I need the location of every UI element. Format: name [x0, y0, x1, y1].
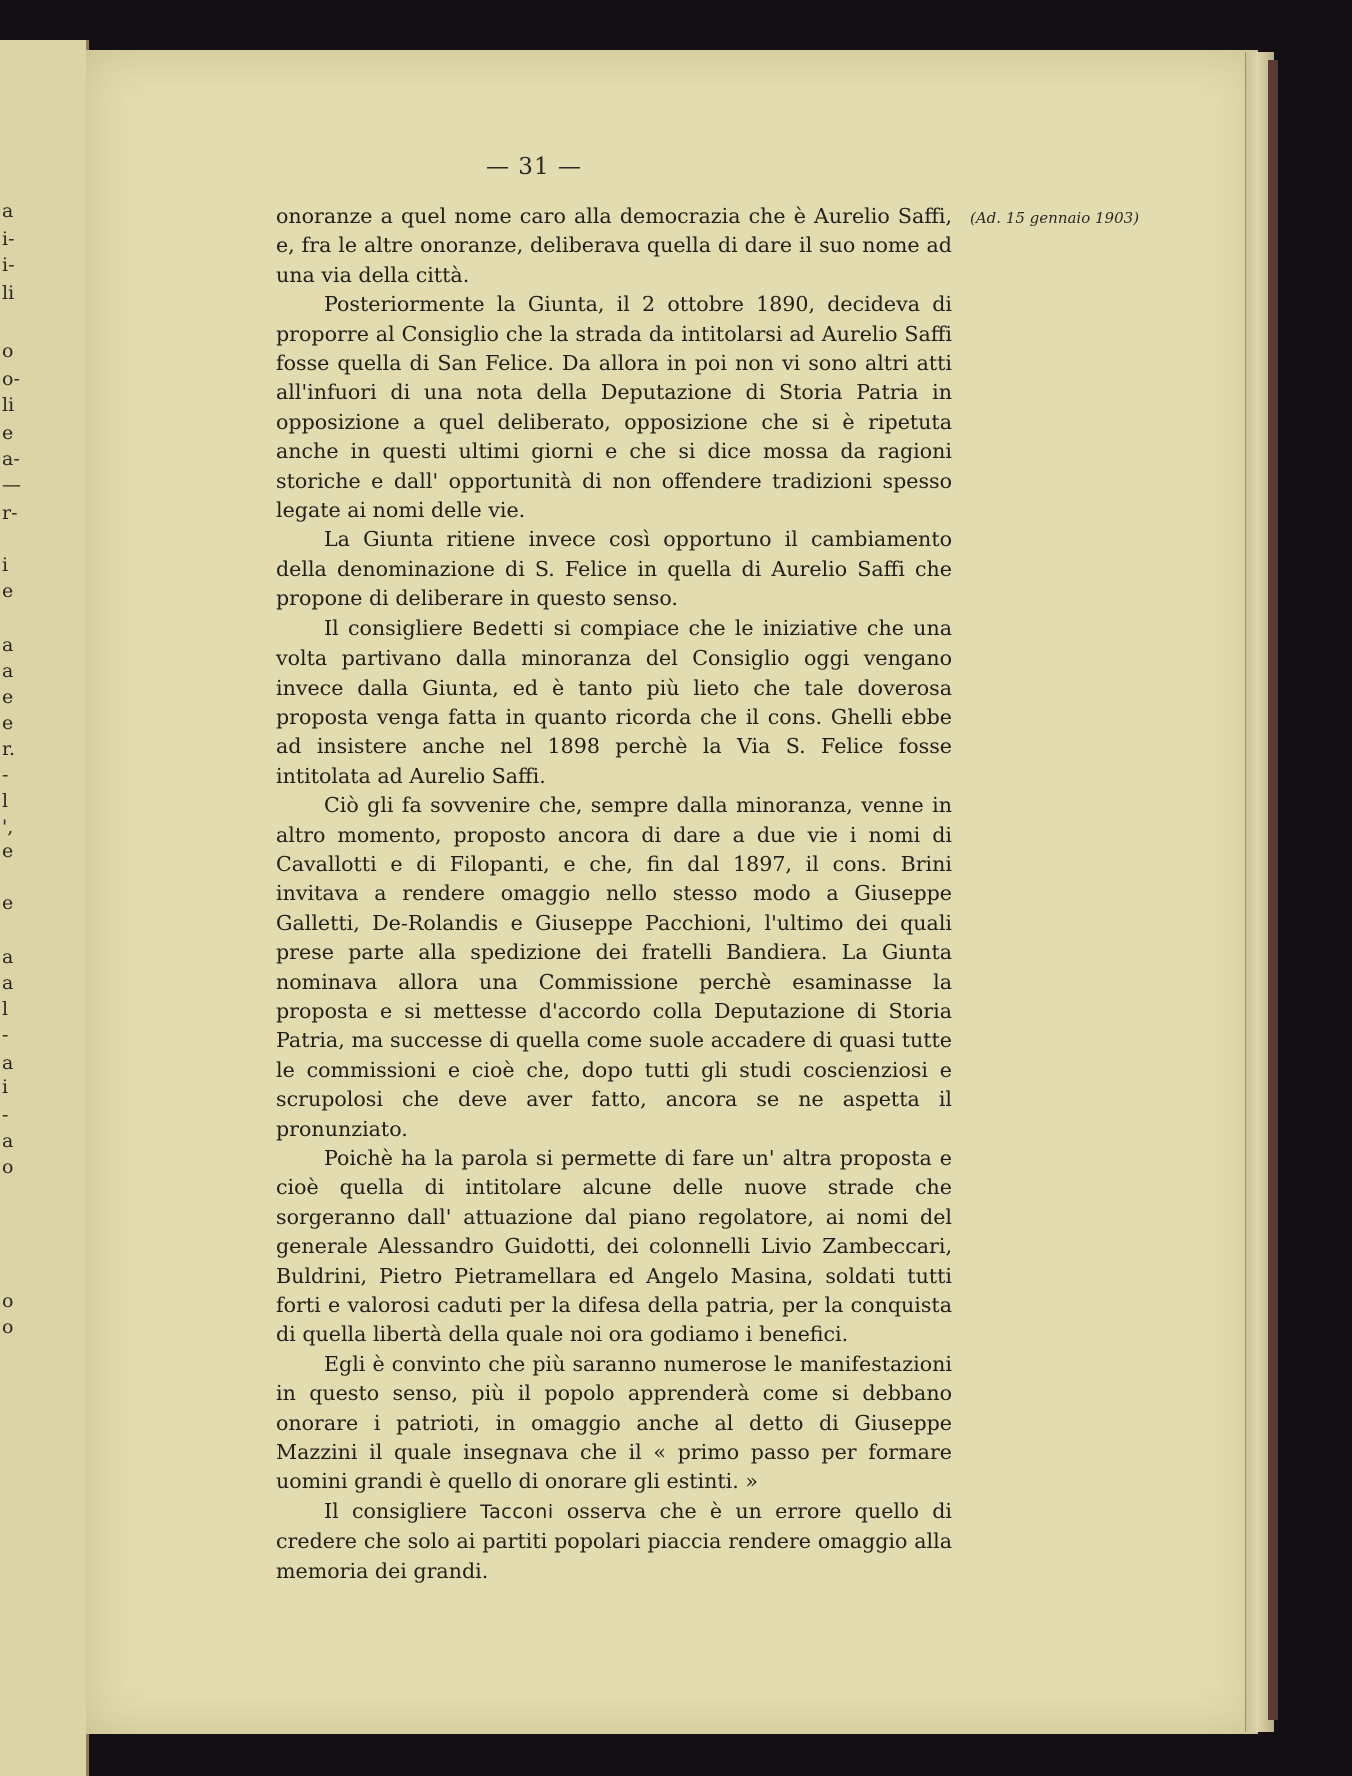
- paragraph: onoranze a quel nome caro alla democrazia che è Aurelio Saffi, e, fra le altre onoranze, deliberava quella di dare il suo nome ad una via della città.: [276, 204, 952, 287]
- left-page-fragment: i: [2, 1076, 9, 1098]
- left-page-fragment: r-: [2, 502, 18, 524]
- left-page-edge: [0, 40, 89, 1776]
- paragraph: Ciò gli fa sovvenire che, sempre dalla minoranza, venne in altro momento, proposto ancora di dare a due vie i nomi di Cavallotti e di Filopanti, e che, fin dal 1897, il cons. Brini invitava a rendere omaggio nello stesso modo a Giuseppe Galletti, De-Rolandis e Giuseppe Pacchioni, l'ultimo dei quali prese parte alla spedizione dei fratelli Bandiera. La Giunta nominava allora una Commissione perchè esaminasse la proposta e si mettesse d'accordo colla Deputazione di Storia Patria, ma successe di quella come suole accadere di quasi tutte le commissioni e cioè che, dopo tutti gli studi coscienziosi e scrupolosi che deve aver fatto, ancora se ne aspetta il pronunziato.: [276, 793, 952, 1141]
- left-page-fragment: o: [2, 1316, 14, 1338]
- paragraph-text: si compiace che le iniziative che una volta partivano dalla minoranza del Consiglio oggi vengano invece dalla Giunta, ed è tanto più lieto che tale doverosa proposta venga fatta in quanto ricorda che il cons. Ghelli ebbe ad insistere anche nel 1898 perchè la Via S. Felice fosse intitolata ad Aurelio Saffi.: [276, 615, 952, 788]
- left-page-fragment: e: [2, 422, 14, 444]
- paragraph-lead: Il consigliere: [324, 615, 473, 640]
- left-page-fragment: r.: [2, 738, 16, 760]
- left-page-fragment: li: [2, 394, 15, 416]
- left-page-fragment: o: [2, 1290, 14, 1312]
- left-page-fragment: o: [2, 1156, 14, 1178]
- left-page-fragment: a: [2, 1130, 14, 1152]
- paragraph-text: osserva che è un errore quello di credere che solo ai partiti popolari piaccia rendere omaggio alla memoria dei grandi.: [276, 1498, 952, 1583]
- left-page-fragment: a: [2, 972, 14, 994]
- left-page-fragment: -: [2, 1104, 9, 1126]
- left-page-fragment: e: [2, 580, 14, 602]
- left-page-fragment: li: [2, 282, 15, 304]
- left-page-fragment: e: [2, 712, 14, 734]
- paragraph: La Giunta ritiene invece così opportuno il cambiamento della denominazione di S. Felice in quella di Aurelio Saffi che propone di deliberare in questo senso.: [276, 527, 952, 611]
- left-page-fragment: a: [2, 200, 14, 222]
- left-page-fragment: a-: [2, 448, 20, 470]
- left-page-fragment: o: [2, 340, 14, 362]
- left-page-fragment: e: [2, 686, 14, 708]
- speaker-name: Tacconi: [480, 1500, 554, 1523]
- left-page-fragment: a: [2, 1052, 14, 1074]
- left-page-fragment: e: [2, 840, 14, 862]
- paragraph: Posteriormente la Giunta, il 2 ottobre 1890, decideva di proporre al Consiglio che la strada da intitolarsi ad Aurelio Saffi fosse quella di San Felice. Da allora in poi non vi sono altri atti all'infuori di una nota della Deputazione di Storia Patria in opposizione a quel deliberato, opposizione che si è ripetuta anche in questi ultimi giorni e che si dice mossa da ragioni storiche e dall' opportunità di non offendere tradizioni spesso legate ai nomi delle vie.: [276, 292, 952, 523]
- paragraph: [276, 1497, 952, 1586]
- paragraph-lead: Il consigliere: [324, 1498, 481, 1523]
- left-page-fragment: i-: [2, 228, 15, 250]
- left-page-fragment: l: [2, 790, 9, 812]
- left-page-fragment: a: [2, 946, 14, 968]
- left-page-fragment: e: [2, 892, 14, 914]
- left-page-fragment: a: [2, 634, 14, 656]
- left-page-fragment: ',: [2, 816, 14, 838]
- left-page-fragment: a: [2, 660, 14, 682]
- paragraph: Poichè ha la parola si permette di fare un' altra proposta e cioè quella di intitolare alcune delle nuove strade che sorgeranno dall' attuazione dal piano regolatore, ai nomi del generale Alessandro Guidotti, dei colonnelli Livio Zambeccari, Buldrini, Pietro Pietramellara ed Angelo Masina, soldati tutti forti e valorosi caduti per la difesa della patria, per la conquista di quella libertà della quale noi ora godiamo i benefici.: [276, 1146, 952, 1347]
- page-number: — 31 —: [486, 154, 582, 180]
- margin-note: (Ad. 15 gennaio 1903): [970, 209, 1140, 227]
- left-page-fragment: o-: [2, 368, 20, 390]
- left-page-fragment: -: [2, 1024, 9, 1046]
- book-cover-edge: [1268, 60, 1278, 1720]
- left-page-fragment: —: [2, 474, 21, 496]
- paragraph: [276, 614, 952, 791]
- left-page-fragment: -: [2, 764, 9, 786]
- left-page-fragment: i-: [2, 254, 15, 276]
- left-page-fragment: l: [2, 998, 9, 1020]
- paragraph: Egli è convinto che più saranno numerose le manifestazioni in questo senso, più il popolo apprenderà come si debbano onorare i patrioti, in omaggio anche al detto di Giuseppe Mazzini il quale insegnava che il « primo passo per formare uomini grandi è quello di onorare gli estinti. »: [276, 1351, 952, 1494]
- left-page-fragment: i: [2, 554, 9, 576]
- body-text: [276, 202, 952, 1586]
- speaker-name: Bedetti: [472, 617, 545, 640]
